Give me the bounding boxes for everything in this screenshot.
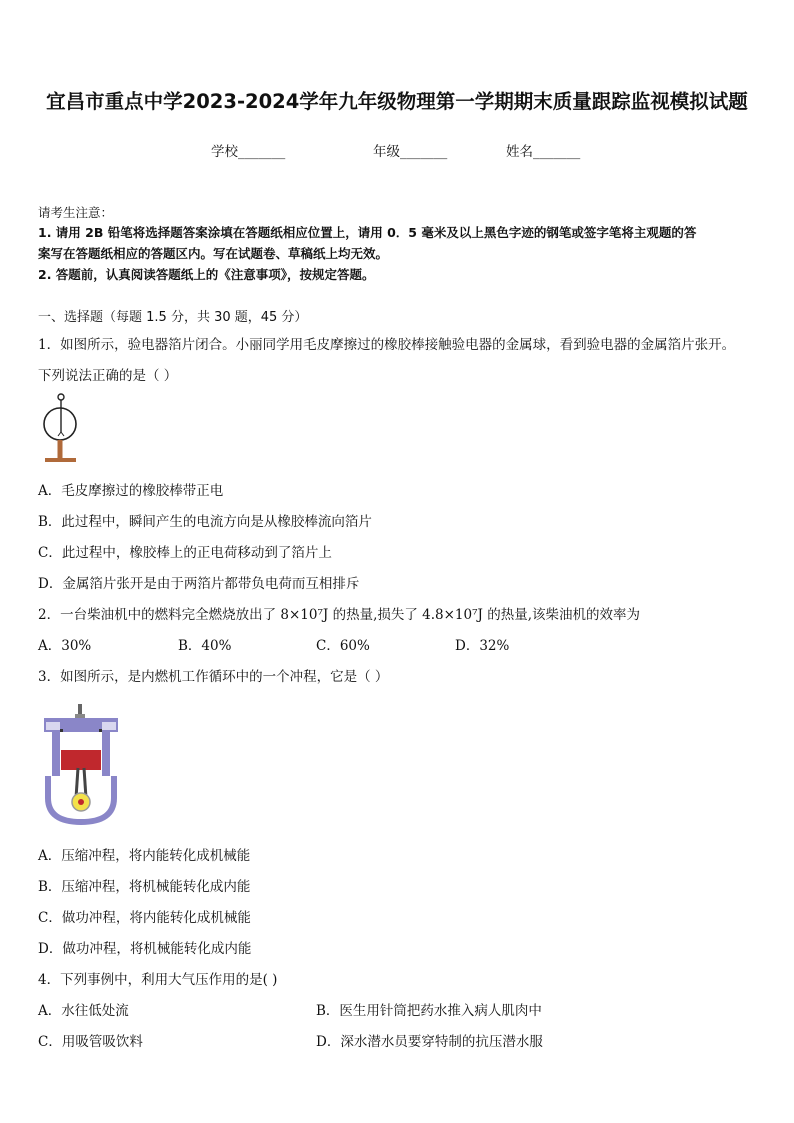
q4-option-d: D．深水潜水员要穿特制的抗压潜水服 <box>316 1034 543 1050</box>
notice-header: 请考生注意： <box>38 205 114 220</box>
q1-option-c: C．此过程中，橡胶棒上的正电荷移动到了箔片上 <box>38 545 332 561</box>
q3-stem: 3．如图所示，是内燃机工作循环中的一个冲程，它是（ ） <box>38 669 389 685</box>
q2-option-b: B．40% <box>178 638 232 654</box>
engine-figure <box>38 702 124 826</box>
q1-option-a: A．毛皮摩擦过的橡胶棒带正电 <box>38 483 224 499</box>
grade-field: 年级_______ <box>373 144 448 160</box>
school-field: 学校_______ <box>211 144 286 160</box>
q3-option-a: A．压缩冲程，将内能转化成机械能 <box>38 848 251 864</box>
electroscope-figure <box>38 388 84 468</box>
notice-item-1-line-2: 案写在答题纸相应的答题区内。写在试题卷、草稿纸上均无效。 <box>38 246 389 261</box>
q1-stem-line-2: 下列说法正确的是（ ） <box>38 368 178 384</box>
q4-option-c: C．用吸管吸饮料 <box>38 1034 143 1050</box>
q3-option-c: C．做功冲程，将内能转化成机械能 <box>38 910 251 926</box>
q1-option-b: B．此过程中，瞬间产生的电流方向是从橡胶棒流向箔片 <box>38 514 372 530</box>
q2-option-a: A．30% <box>38 638 92 654</box>
q4-option-a: A．水往低处流 <box>38 1003 129 1019</box>
q2-option-c: C．60% <box>316 638 370 654</box>
notice-item-2: 2. 答题前，认真阅读答题纸上的《注意事项》，按规定答题。 <box>38 267 375 282</box>
q1-option-d: D．金属箔片张开是由于两箔片都带负电荷而互相排斥 <box>38 576 360 592</box>
page-title: 宜昌市重点中学2023-2024学年九年级物理第一学期期末质量跟踪监视模拟试题 <box>46 90 748 113</box>
q4-stem: 4．下列事例中，利用大气压作用的是( ) <box>38 972 278 988</box>
q2-option-d: D．32% <box>455 638 510 654</box>
notice-item-1-line-1: 1. 请用 2B 铅笔将选择题答案涂填在答题纸相应位置上，请用 0．5 毫米及以上黑色字迹的钢笔或签字笔将主观题的答 <box>38 225 697 240</box>
q1-stem-line-1: 1．如图所示，验电器箔片闭合。小丽同学用毛皮摩擦过的橡胶棒接触验电器的金属球，看到验电器的金属箔片张开。 <box>38 337 736 353</box>
q2-stem: 2．一台柴油机中的燃料完全燃烧放出了 8×10⁷J 的热量,损失了 4.8×10⁷J 的热量,该柴油机的效率为 <box>38 607 641 623</box>
section-1-heading: 一、选择题（每题 1.5 分，共 30 题，45 分） <box>38 310 308 325</box>
name-field: 姓名_______ <box>506 144 581 160</box>
q4-option-b: B．医生用针筒把药水推入病人肌肉中 <box>316 1003 542 1019</box>
q3-option-d: D．做功冲程，将机械能转化成内能 <box>38 941 252 957</box>
q3-option-b: B．压缩冲程，将机械能转化成内能 <box>38 879 251 895</box>
